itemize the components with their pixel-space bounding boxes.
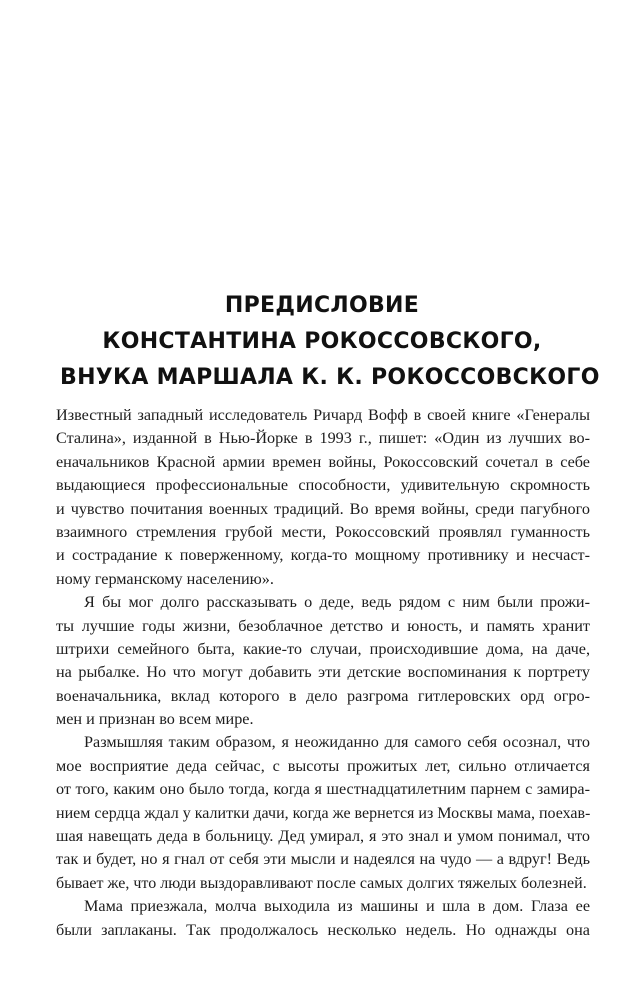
text-line: и чувство почитания военных традиций. Во время войны, среди пагубного — [56, 499, 590, 518]
paragraph-2 — [56, 591, 590, 731]
body-text — [56, 404, 590, 942]
text-line: ты лучшие годы жизни, безоблачное детство и юность, и память хранит — [56, 616, 590, 635]
text-line: мен и признан во всем мире. — [56, 710, 254, 729]
text-line: от того, каким оно было тогда, когда я шестнадцатилетним парнем с замира- — [56, 780, 590, 799]
text-line: военачальника, вклад которого в дело разгрома гитлеровских орд огро- — [56, 686, 590, 705]
text-line: взаимного стремления грубой мести, Рокоссовский проявлял гуманность — [56, 522, 590, 541]
chapter-heading — [60, 288, 600, 396]
text-line: Известный западный исследователь Ричард Вофф в своей книге «Генералы — [56, 406, 590, 424]
text-line: мое восприятие деда сейчас, с высоты прожитых лет, сильно отличается — [56, 756, 590, 775]
heading-line-3: ВНУКА МАРШАЛА К. К. РОКОССОВСКОГО — [60, 365, 600, 390]
text-line: Мама приезжала, молча выходила из машины и шла в дом. Глаза ее — [84, 897, 590, 916]
text-line: бывает же, что люди выздоравливают после самых долгих тяжелых болезней. — [56, 874, 587, 892]
text-line: штрихи семейного быта, какие-то случаи, происходившие дома, на даче, — [56, 639, 590, 658]
paragraph-1 — [56, 404, 590, 591]
text-line: еначальников Красной армии времен войны, Рокоссовский сочетал в себе — [56, 452, 590, 471]
heading-line-2: КОНСТАНТИНА РОКОССОВСКОГО, — [102, 329, 542, 354]
text-line: Размышляя таким образом, я неожиданно для самого себя осознал, что — [84, 733, 590, 752]
paragraph-4 — [56, 895, 590, 942]
heading-line-1: ПРЕДИСЛОВИЕ — [224, 293, 420, 318]
text-line: на рыбалке. Но что могут добавить эти детские воспоминания к портрету — [56, 663, 590, 682]
text-line: так и будет, но я гнал от себя эти мысли и надеялся на чудо — а вдруг! Ведь — [56, 850, 590, 869]
text-line: Я бы мог долго рассказывать о деде, ведь рядом с ним были прожи- — [84, 593, 590, 612]
text-line: Сталина», изданной в Нью-Йорке в 1993 г., пишет: «Один из лучших во- — [56, 429, 590, 448]
text-line: и сострадание к поверженному, когда-то мощному противнику и несчаст- — [56, 546, 590, 565]
text-line: выдающиеся профессиональные способности, удивительную скромность — [56, 476, 590, 495]
paragraph-3 — [56, 731, 590, 895]
text-line: шая навещать деда в больницу. Дед умирал, я это знал и умом понимал, что — [56, 827, 590, 846]
text-line: ному германскому населению». — [56, 569, 274, 588]
text-line: нием сердца ждал у калитки дачи, когда же вернется из Москвы мама, поехав- — [56, 804, 590, 822]
text-line: были заплаканы. Так продолжалось несколько недель. Но однажды она — [56, 920, 590, 939]
